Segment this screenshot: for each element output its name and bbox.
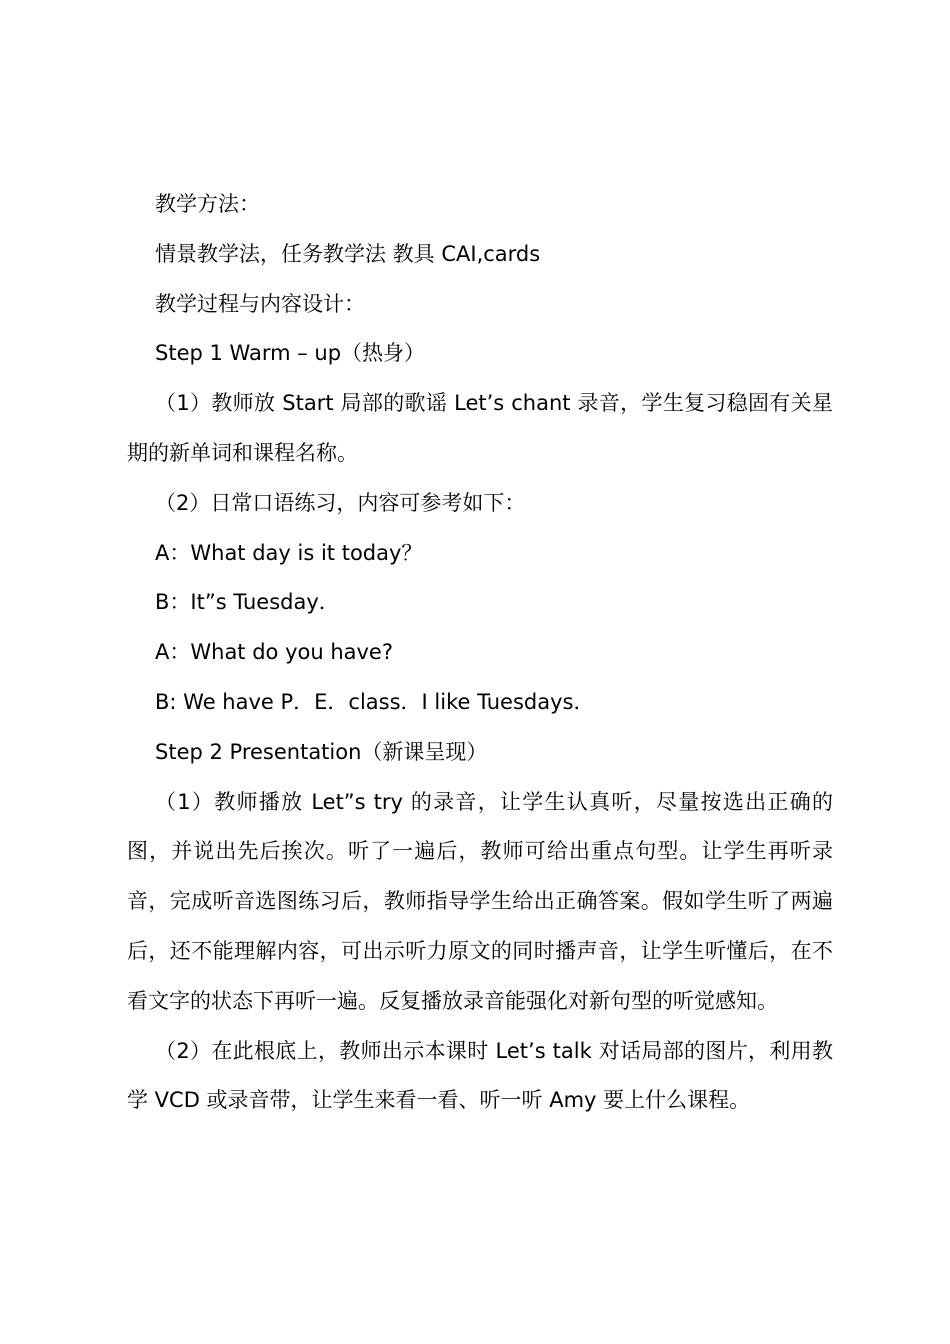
step2-heading: Step 2 Presentation（新课呈现） [155,739,488,764]
step1-heading: Step 1 Warm – up（热身） [155,341,426,366]
dialogue-line-4: B: We have P．E．class．I like Tuesdays． [155,689,595,714]
document-page [127,180,833,1126]
dialogue-line-1: A：What day is it today？ [155,540,423,565]
step1-paragraph-1: （1）教师放 Start 局部的歌谣 Let’s chant 录音，学生复习稳固有关星期的新单词和课程名称。 [127,391,833,465]
heading-teaching-method: 教学方法： [155,192,260,216]
dialogue-line-2: B：It”s Tuesday． [155,590,340,615]
step1-paragraph-2: （2）日常口语练习，内容可参考如下： [155,490,526,515]
dialogue-line-3: A：What do you have? [155,640,394,665]
step2-paragraph-1: （1）教师播放 Let”s try 的录音，让学生认真听，尽量按选出正确的图，并说出先后挨次。听了一遍后，教师可给出重点句型。让学生再听录音，完成听音选图练习后，教师指导学生给出正确答案。假如学生听了两遍后，还不能理解内容，可出示听力原文的同时播声音，让学生听懂后，在不看文字的状态下再听一遍。反复播放录音能强化对新句型的听觉感知。 [127,789,833,1013]
teaching-method-content: 情景教学法，任务教学法 教具 CAI,cards [155,241,541,266]
heading-teaching-process: 教学过程与内容设计： [155,291,365,316]
step2-paragraph-2: （2）在此根底上，教师出示本课时 Let’s talk 对话局部的图片，利用教学 VCD 或录音带，让学生来看一看、听一听 Amy 要上什么课程。 [127,1038,833,1113]
